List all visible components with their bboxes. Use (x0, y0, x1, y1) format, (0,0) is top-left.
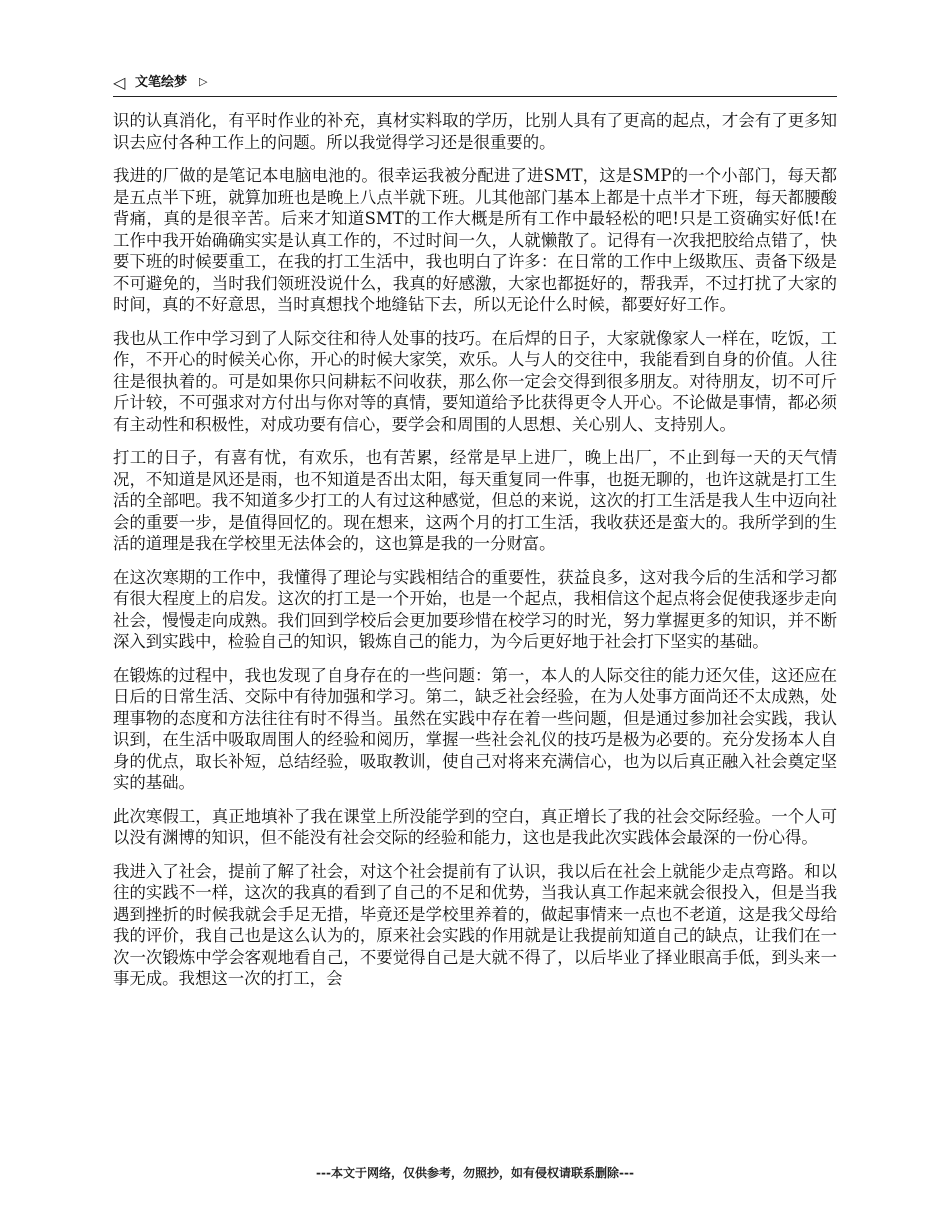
paragraph-7: 此次寒假工，真正地填补了我在课堂上所没能学到的空白，真正增长了我的社会交际经验。一个人可以没有渊博的知识，但不能没有社会交际的经验和能力，这也是我此次实践体会最深的一份心得。 (113, 806, 837, 847)
paragraph-4: 打工的日子，有喜有忧，有欢乐，也有苦累，经常是早上进厂，晚上出厂，不止到每一天的天气情况，不知道是风还是雨，也不知道是否出太阳，每天重复同一件事，也挺无聊的，也许这就是打工生活的全部吧。我不知道多少打工的人有过这种感觉，但总的来说，这次的打工生活是我人生中迈向社会的重要一步，是值得回忆的。现在想来，这两个月的打工生活，我收获还是蛮大的。我所学到的生活的道理是我在学校里无法体会的，这也算是我的一分财富。 (113, 448, 837, 553)
paragraph-1: 识的认真消化，有平时作业的补充，真材实料取的学历，比别人具有了更高的起点，才会有了更多知识去应付各种工作上的问题。所以我觉得学习还是很重要的。 (113, 111, 837, 152)
document-body (113, 110, 837, 1002)
paragraph-6: 在锻炼的过程中，我也发现了自身存在的一些问题：第一，本人的人际交往的能力还欠佳，这还应在日后的日常生活、交际中有待加强和学习。第二，缺乏社会经验，在为人处事方面尚还不太成熟，处理事物的态度和方法往往有时不得当。虽然在实践中存在着一些问题，但是通过参加社会实践，我认识到，在生活中吸取周围人的经验和阅历，掌握一些社会礼仪的技巧是极为必要的。充分发扬本人自身的优点，取长补短，总结经验，吸取教训，使自己对将来充满信心，也为以后真正融入社会奠定坚实的基础。 (113, 665, 837, 792)
paragraph-5: 在这次寒期的工作中，我懂得了理论与实践相结合的重要性，获益良多，这对我今后的生活和学习都有很大程度上的启发。这次的打工是一个开始，也是一个起点，我相信这个起点将会促使我逐步走向社会，慢慢走向成熟。我们回到学校后会更加要珍惜在校学习的时光，努力掌握更多的知识，并不断深入到实践中，检验自己的知识，锻炼自己的能力，为今后更好地于社会打下坚实的基础。 (113, 567, 837, 651)
left-triangle-icon: ◁ (113, 73, 126, 92)
paragraph-3: 我也从工作中学习到了人际交往和待人处事的技巧。在后焊的日子，大家就像家人一样在，吃饭，工作，不开心的时候关心你，开心的时候大家笑，欢乐。人与人的交往中，我能看到自身的价值。人往往是很执着的。可是如果你只问耕耘不问收获，那么你一定会交得到很多朋友。对待朋友，切不可斤斤计较，不可强求对方付出与你对等的真情，要知道给予比获得更令人开心。不论做是事情，都必须有主动性和积极性，对成功要有信心，要学会和周围的人思想、关心别人、支持别人。 (113, 328, 837, 434)
header-title: 文笔绘梦 (135, 75, 188, 90)
paragraph-2: 我进的厂做的是笔记本电脑电池的。很幸运我被分配进了进SMT，这是SMP的一个小部门，每天都是五点半下班，就算加班也是晚上八点半就下班。儿其他部门基本上都是十点半才下班，每天都腰酸背痛，真的是很辛苦。后来才知道SMT的工作大概是所有工作中最轻松的吧!只是工资确实好低!在工作中我开始确确实实是认真工作的，不过时间一久，人就懒散了。记得有一次我把胶给点错了，快要下班的时候要重工，在我的打工生活中，我也明白了许多：在日常的工作中上级欺压、责备下级是不可避免的，当时我们领班没说什么，我真的好感激，大家也都挺好的，帮我弄，不过打扰了大家的时间，真的不好意思，当时真想找个地缝钻下去，所以无论什么时候，都要好好工作。 (113, 166, 837, 314)
right-triangle-icon: ▷ (199, 75, 208, 88)
paragraph-8: 我进入了社会，提前了解了社会，对这个社会提前有了认识，我以后在社会上就能少走点弯路。和以往的实践不一样，这次的我真的看到了自己的不足和优势，当我认真工作起来就会很投入，但是当我遇到挫折的时候我就会手足无措，毕竟还是学校里养着的，做起事情来一点也不老道，这是我父母给我的评价，我自己也是这么认为的，原来社会实践的作用就是让我提前知道自己的缺点，让我们在一次一次锻炼中学会客观地看自己，不要觉得自己是大就不得了，以后毕业了择业眼高手低，到头来一事无成。我想这一次的打工，会 (113, 861, 837, 988)
page-footer: ---本文于网络，仅供参考，勿照抄，如有侵权请联系删除--- (316, 1166, 634, 1180)
page-header (113, 72, 837, 97)
